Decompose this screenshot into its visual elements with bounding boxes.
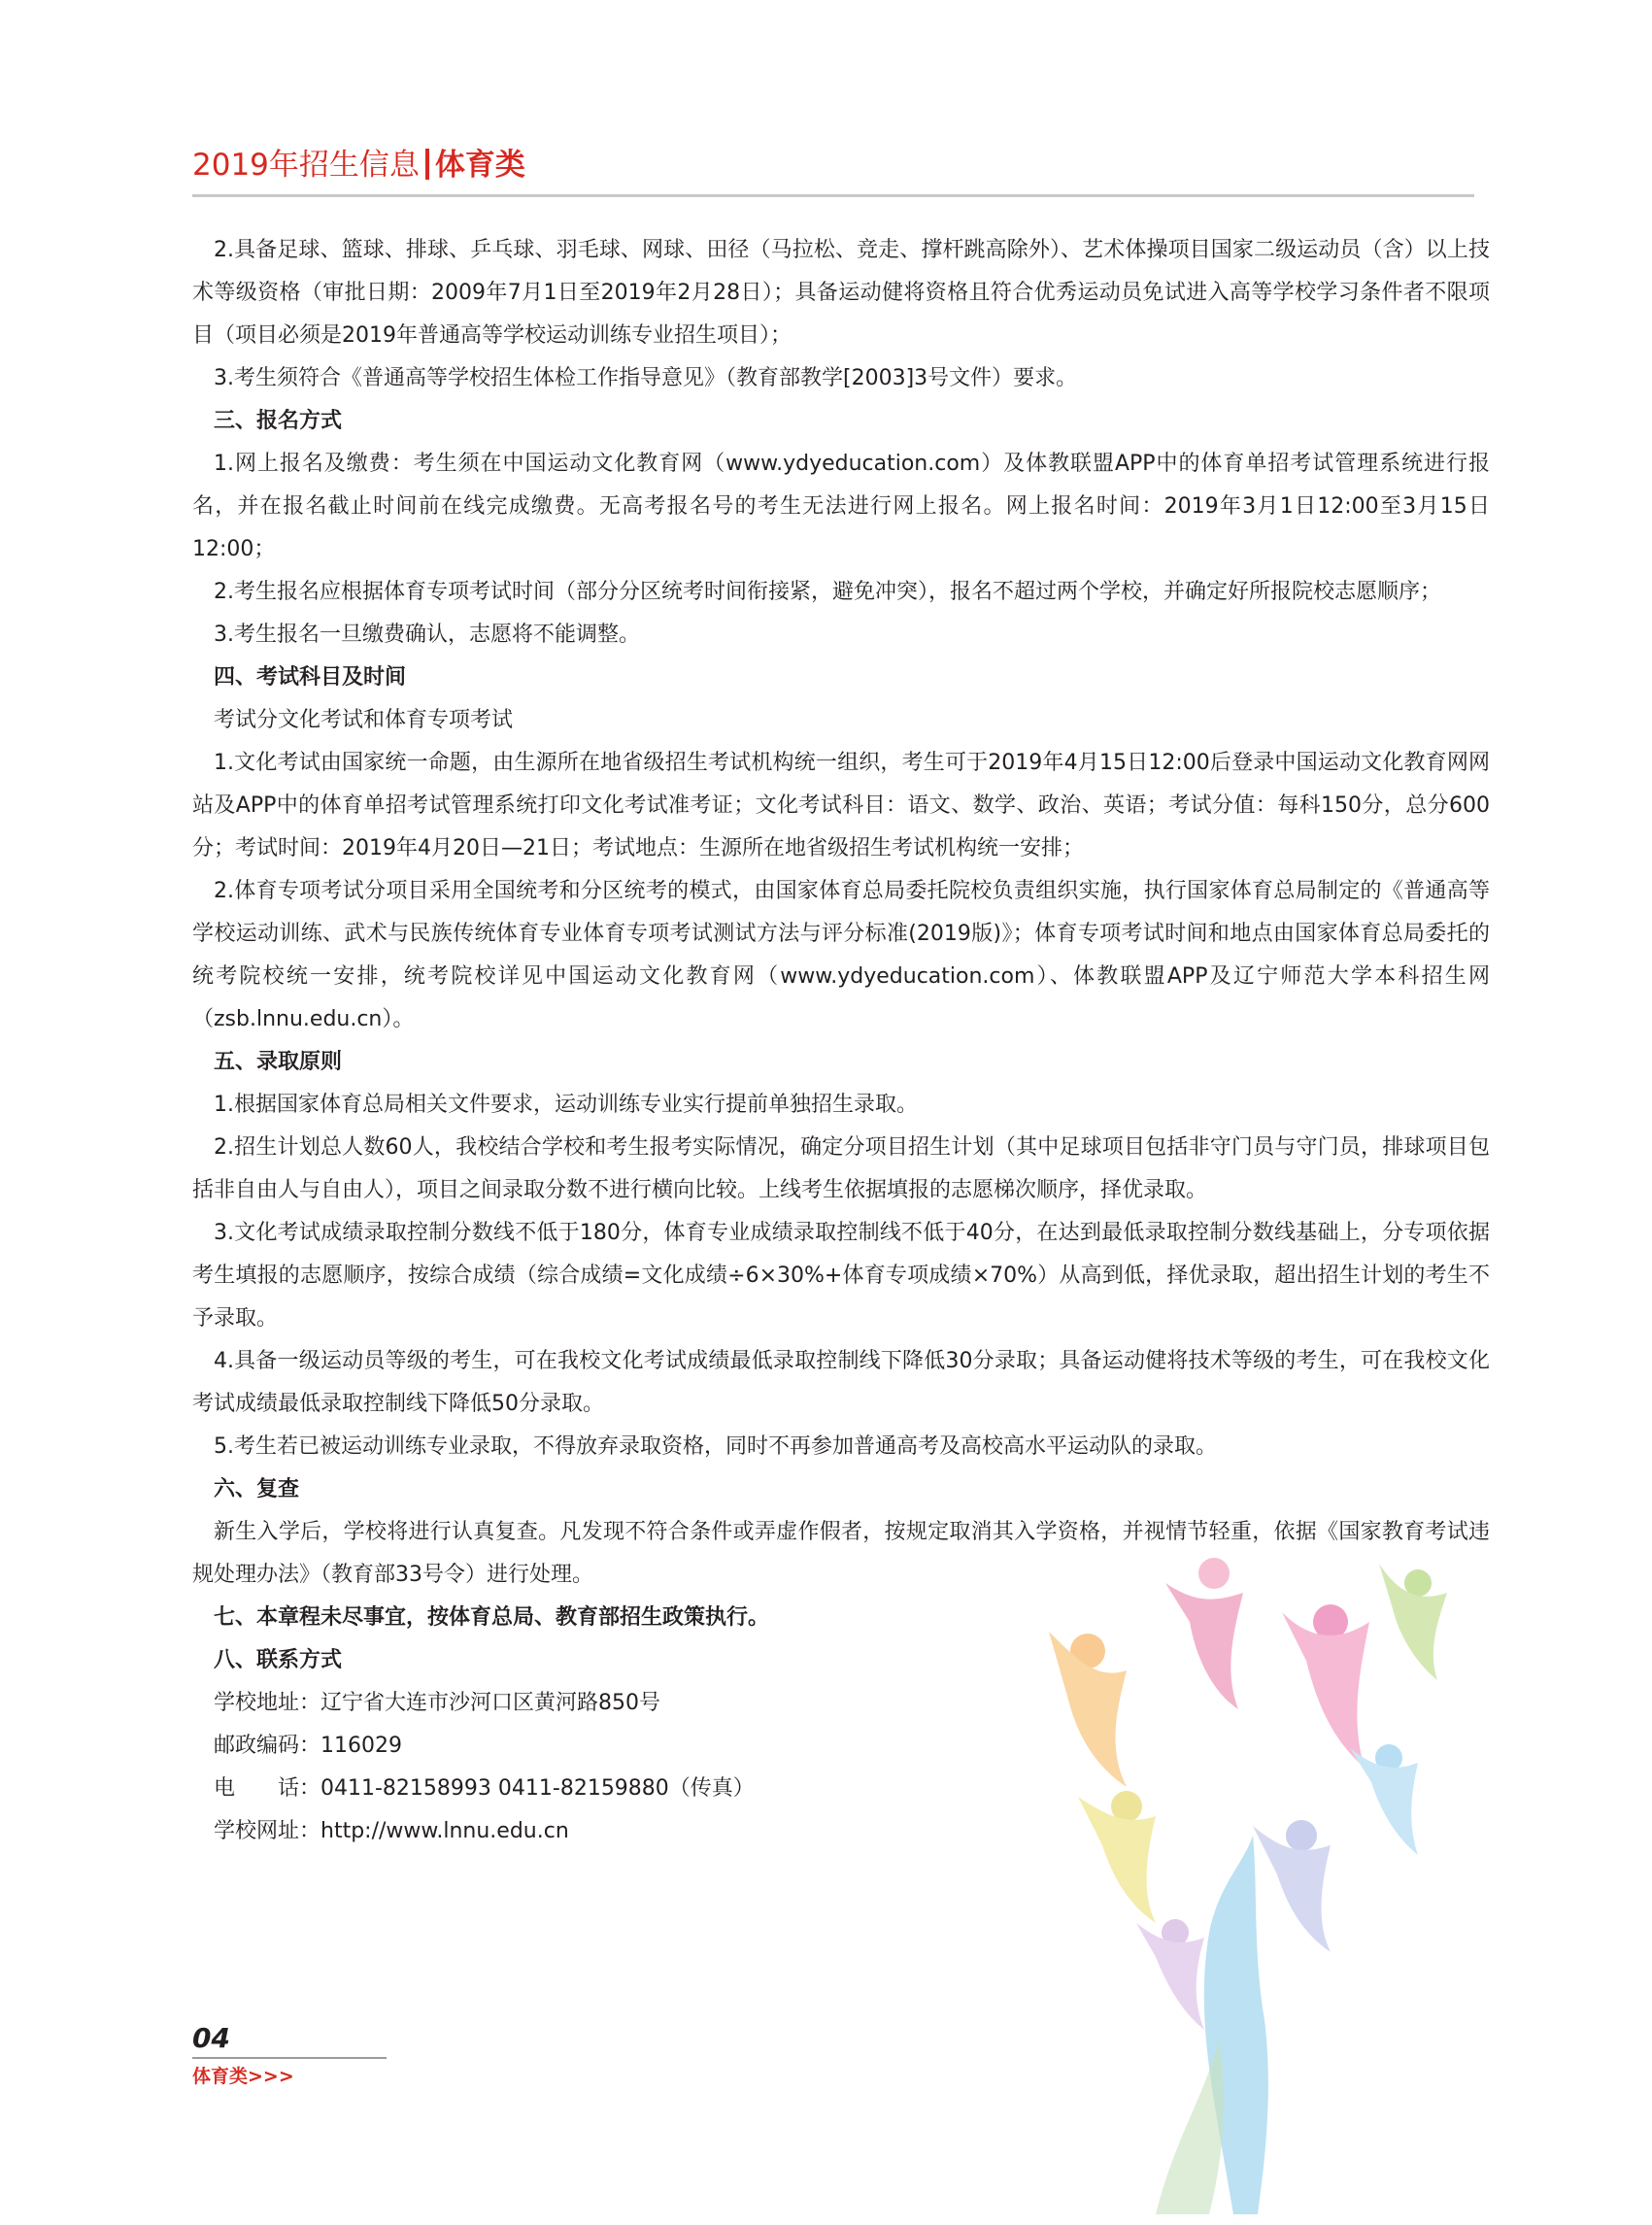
section-heading: 七、本章程未尽事宜，按体育总局、教育部招生政策执行。 — [214, 1605, 770, 1630]
paragraph: 2.考生报名应根据体育专项考试时间（部分分区统考时间衔接紧，避免冲突），报名不超过两个学校，并确定好所报院校志愿顺序； — [214, 580, 1441, 604]
section-heading: 六、复查 — [214, 1477, 300, 1501]
paragraph: 1.根据国家体育总局相关文件要求，运动训练专业实行提前单独招生录取。 — [214, 1093, 918, 1117]
paragraph: 新生入学后，学校将进行认真复查。凡发现不符合条件或弄虚作假者，按规定取消其入学资格，并视情节轻重，依据《国家教育考试违规处理办法》（教育部33号令）进行处理。 — [192, 1520, 1490, 1587]
footer-rule — [192, 2057, 387, 2059]
header-category: 体育类 — [434, 148, 525, 183]
paragraph: 5.考生若已被运动训练专业录取，不得放弃录取资格，同时不再参加普通高考及高校高水平运动队的录取。 — [214, 1434, 1217, 1459]
paragraph: 3.考生须符合《普通高等学校招生体检工作指导意见》（教育部教学[2003]3号文件）要求。 — [214, 366, 1078, 390]
paragraph: 考试分文化考试和体育专项考试 — [214, 708, 514, 732]
paragraph: 3.文化考试成绩录取控制分数线不低于180分，体育专业成绩录取控制线不低于40分，在达到最低录取控制分数线基础上，分专项依据考生填报的志愿顺序，按综合成绩（综合成绩=文化成绩÷6×30%+体育专项成绩×70%）从高到低，择优录取，超出招生计划的考生不予录取。 — [192, 1221, 1490, 1331]
section-heading: 三、报名方式 — [214, 409, 343, 433]
contact-address: 学校地址：辽宁省大连市沙河口区黄河路850号 — [214, 1691, 660, 1715]
section-heading: 八、联系方式 — [214, 1648, 343, 1672]
page-header — [192, 146, 525, 185]
contact-postcode: 邮政编码：116029 — [214, 1734, 402, 1758]
contact-phone: 电 话：0411-82158993 0411-82159880（传真） — [214, 1776, 755, 1801]
paragraph: 1.网上报名及缴费：考生须在中国运动文化教育网（www.ydyeducation.com）及体教联盟APP中的体育单招考试管理系统进行报名，并在报名截止时间前在线完成缴费。无高考报名号的考生无法进行网上报名。网上报名时间：2019年3月1日12:00至3月15日12:00； — [192, 452, 1490, 561]
paragraph: 3.考生报名一旦缴费确认，志愿将不能调整。 — [214, 623, 640, 647]
paragraph: 4.具备一级运动员等级的考生，可在我校文化考试成绩最低录取控制线下降低30分录取；具备运动健将技术等级的考生，可在我校文化考试成绩最低录取控制线下降低50分录取。 — [192, 1349, 1490, 1416]
header-rule — [192, 194, 1474, 197]
section-heading: 四、考试科目及时间 — [214, 665, 407, 690]
section-heading: 五、录取原则 — [214, 1050, 343, 1074]
header-divider — [425, 149, 429, 180]
paragraph: 2.招生计划总人数60人，我校结合学校和考生报考实际情况，确定分项目招生计划（其中足球项目包括非守门员与守门员，排球项目包括非自由人与自由人），项目之间录取分数不进行横向比较。上线考生依据填报的志愿梯次顺序，择优录取。 — [192, 1135, 1490, 1202]
footer-category: 体育类>>> — [192, 2066, 294, 2087]
header-title: 2019年招生信息 — [192, 148, 420, 183]
paragraph: 2.体育专项考试分项目采用全国统考和分区统考的模式，由国家体育总局委托院校负责组织实施，执行国家体育总局制定的《普通高等学校运动训练、武术与民族传统体育专业体育专项考试测试方法与评分标准(2019版)》；体育专项考试时间和地点由国家体育总局委托的统考院校统一安排，统考院校详见中国运动文化教育网（www.ydyeducation.com）、体教联盟APP及辽宁师范大学本科招生网（zsb.lnnu.edu.cn）。 — [192, 879, 1490, 1031]
paragraph: 2.具备足球、篮球、排球、乒乓球、羽毛球、网球、田径（马拉松、竞走、撑杆跳高除外）、艺术体操项目国家二级运动员（含）以上技术等级资格（审批日期：2009年7月1日至2019年2月28日）；具备运动健将资格且符合优秀运动员免试进入高等学校学习条件者不限项目（项目必须是2019年普通高等学校运动训练专业招生项目）； — [192, 238, 1490, 348]
page-number: 04 — [192, 2022, 230, 2054]
paragraph: 1.文化考试由国家统一命题，由生源所在地省级招生考试机构统一组织，考生可于2019年4月15日12:00后登录中国运动文化教育网网站及APP中的体育单招考试管理系统打印文化考试准考证；文化考试科目：语文、数学、政治、英语；考试分值：每科150分，总分600分；考试时间：2019年4月20日—21日；考试地点：生源所在地省级招生考试机构统一安排； — [192, 751, 1490, 860]
decorative-figures-tree — [1010, 1515, 1457, 2214]
contact-website: 学校网址：http://www.lnnu.edu.cn — [214, 1819, 569, 1843]
